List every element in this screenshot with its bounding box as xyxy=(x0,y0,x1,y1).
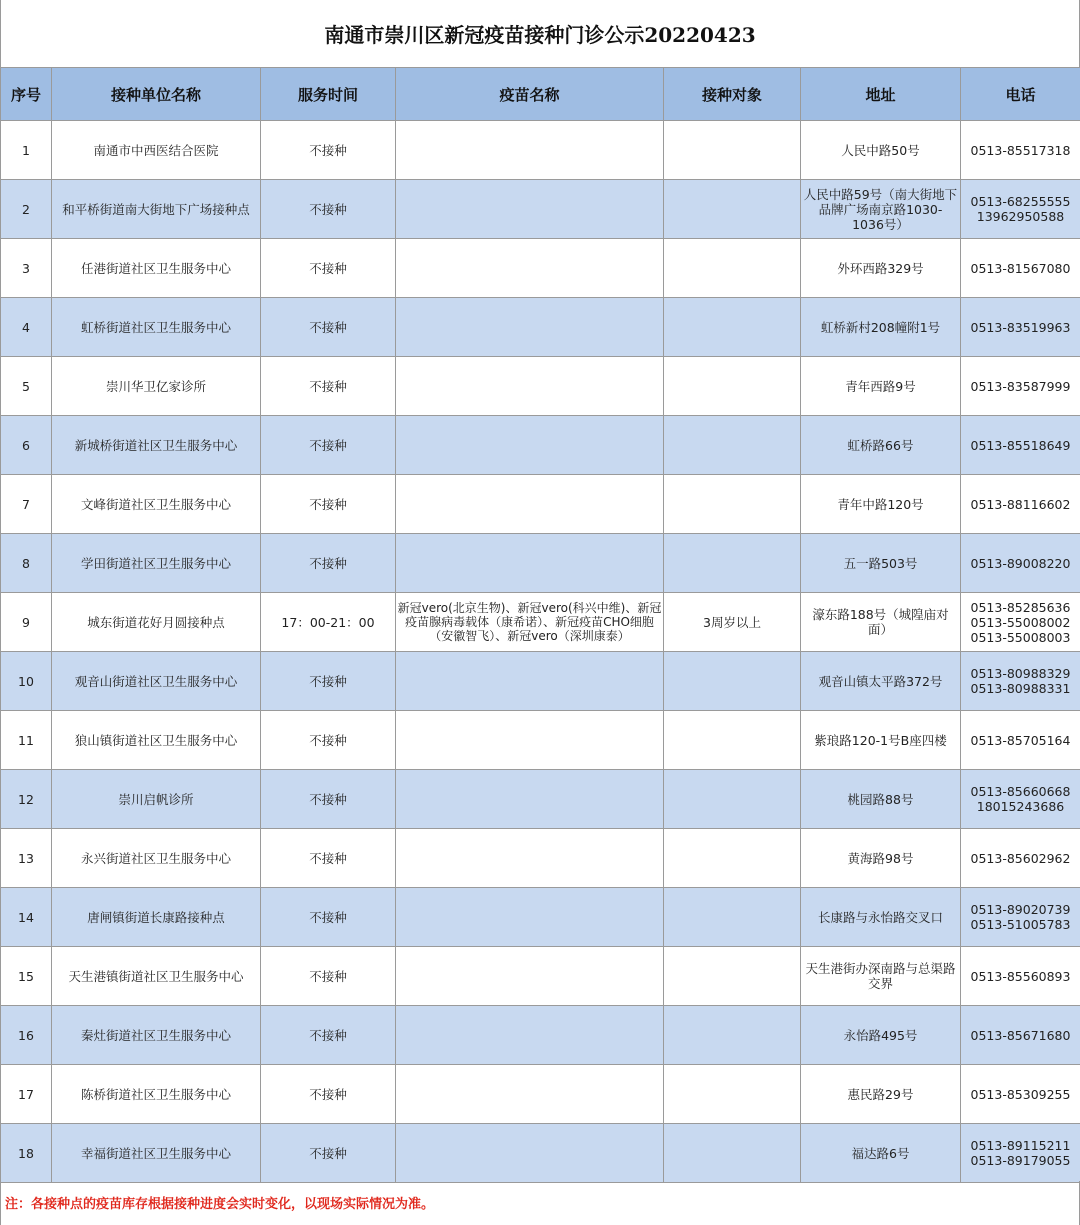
clinic-table xyxy=(0,67,1080,1183)
table-row xyxy=(1,180,1080,239)
cell-unit-name: 观音山街道社区卫生服务中心 xyxy=(52,652,261,711)
cell-vaccine-name xyxy=(396,239,664,298)
cell-address: 福达路6号 xyxy=(801,1124,961,1183)
cell-no: 7 xyxy=(1,475,52,534)
table-row xyxy=(1,947,1080,1006)
cell-target-group xyxy=(664,416,801,475)
cell-vaccine-name xyxy=(396,947,664,1006)
cell-address: 人民中路59号（南大街地下品牌广场南京路1030-1036号） xyxy=(801,180,961,239)
cell-phone: 0513-85285636 0513-55008002 0513-55008003 xyxy=(961,593,1080,652)
cell-target-group xyxy=(664,239,801,298)
cell-service-time: 不接种 xyxy=(261,770,396,829)
cell-target-group xyxy=(664,121,801,180)
cell-service-time: 不接种 xyxy=(261,475,396,534)
cell-phone: 0513-85309255 xyxy=(961,1065,1080,1124)
cell-vaccine-name xyxy=(396,416,664,475)
cell-target-group xyxy=(664,357,801,416)
cell-target-group xyxy=(664,829,801,888)
cell-address: 外环西路329号 xyxy=(801,239,961,298)
cell-target-group xyxy=(664,888,801,947)
cell-service-time: 不接种 xyxy=(261,298,396,357)
table-row xyxy=(1,888,1080,947)
cell-vaccine-name xyxy=(396,298,664,357)
cell-phone: 0513-83587999 xyxy=(961,357,1080,416)
column-header-phone: 电话 xyxy=(961,68,1080,121)
table-row xyxy=(1,121,1080,180)
cell-vaccine-name xyxy=(396,770,664,829)
cell-no: 15 xyxy=(1,947,52,1006)
cell-no: 8 xyxy=(1,534,52,593)
cell-no: 6 xyxy=(1,416,52,475)
cell-no: 16 xyxy=(1,1006,52,1065)
cell-unit-name: 和平桥街道南大街地下广场接种点 xyxy=(52,180,261,239)
cell-target-group xyxy=(664,652,801,711)
cell-unit-name: 新城桥街道社区卫生服务中心 xyxy=(52,416,261,475)
cell-target-group xyxy=(664,534,801,593)
cell-vaccine-name xyxy=(396,711,664,770)
cell-unit-name: 南通市中西医结合医院 xyxy=(52,121,261,180)
cell-target-group xyxy=(664,947,801,1006)
table-row xyxy=(1,416,1080,475)
cell-no: 12 xyxy=(1,770,52,829)
cell-vaccine-name xyxy=(396,1124,664,1183)
cell-unit-name: 虹桥街道社区卫生服务中心 xyxy=(52,298,261,357)
cell-no: 14 xyxy=(1,888,52,947)
cell-phone: 0513-83519963 xyxy=(961,298,1080,357)
cell-address: 人民中路50号 xyxy=(801,121,961,180)
cell-target-group xyxy=(664,711,801,770)
cell-phone: 0513-80988329 0513-80988331 xyxy=(961,652,1080,711)
table-row xyxy=(1,239,1080,298)
column-header-unit-name: 接种单位名称 xyxy=(52,68,261,121)
cell-vaccine-name xyxy=(396,180,664,239)
column-header-address: 地址 xyxy=(801,68,961,121)
cell-phone: 0513-85518649 xyxy=(961,416,1080,475)
table-row xyxy=(1,298,1080,357)
cell-service-time: 不接种 xyxy=(261,1124,396,1183)
cell-service-time: 不接种 xyxy=(261,534,396,593)
cell-address: 青年西路9号 xyxy=(801,357,961,416)
cell-no: 5 xyxy=(1,357,52,416)
cell-phone: 0513-68255555 13962950588 xyxy=(961,180,1080,239)
table-row xyxy=(1,1124,1080,1183)
table-row xyxy=(1,652,1080,711)
cell-address: 桃园路88号 xyxy=(801,770,961,829)
cell-no: 2 xyxy=(1,180,52,239)
cell-address: 观音山镇太平路372号 xyxy=(801,652,961,711)
cell-no: 9 xyxy=(1,593,52,652)
table-row xyxy=(1,357,1080,416)
cell-vaccine-name xyxy=(396,888,664,947)
cell-phone: 0513-85705164 xyxy=(961,711,1080,770)
cell-unit-name: 唐闸镇街道长康路接种点 xyxy=(52,888,261,947)
cell-service-time: 不接种 xyxy=(261,416,396,475)
cell-service-time: 不接种 xyxy=(261,711,396,770)
cell-unit-name: 城东街道花好月圆接种点 xyxy=(52,593,261,652)
cell-target-group xyxy=(664,298,801,357)
cell-service-time: 不接种 xyxy=(261,180,396,239)
cell-unit-name: 陈桥街道社区卫生服务中心 xyxy=(52,1065,261,1124)
cell-vaccine-name: 新冠vero(北京生物)、新冠vero(科兴中维)、新冠疫苗腺病毒载体（康希诺）、新冠疫苗CHO细胞（安徽智飞）、新冠vero（深圳康泰） xyxy=(396,593,664,652)
cell-phone: 0513-85671680 xyxy=(961,1006,1080,1065)
cell-no: 3 xyxy=(1,239,52,298)
cell-unit-name: 崇川华卫亿家诊所 xyxy=(52,357,261,416)
cell-service-time: 不接种 xyxy=(261,829,396,888)
cell-no: 13 xyxy=(1,829,52,888)
cell-vaccine-name xyxy=(396,534,664,593)
cell-service-time: 不接种 xyxy=(261,1065,396,1124)
cell-vaccine-name xyxy=(396,357,664,416)
column-header-vaccine-name: 疫苗名称 xyxy=(396,68,664,121)
cell-vaccine-name xyxy=(396,475,664,534)
cell-phone: 0513-89020739 0513-51005783 xyxy=(961,888,1080,947)
footnote: 注：各接种点的疫苗库存根据接种进度会实时变化，以现场实际情况为准。 xyxy=(0,1181,1080,1225)
column-header-service-time: 服务时间 xyxy=(261,68,396,121)
cell-address: 紫琅路120-1号B座四楼 xyxy=(801,711,961,770)
cell-no: 4 xyxy=(1,298,52,357)
cell-phone: 0513-88116602 xyxy=(961,475,1080,534)
table-row xyxy=(1,534,1080,593)
cell-vaccine-name xyxy=(396,829,664,888)
cell-address: 虹桥新村208幢附1号 xyxy=(801,298,961,357)
table-row xyxy=(1,475,1080,534)
cell-address: 长康路与永怡路交叉口 xyxy=(801,888,961,947)
cell-phone: 0513-85517318 xyxy=(961,121,1080,180)
cell-service-time: 不接种 xyxy=(261,947,396,1006)
cell-vaccine-name xyxy=(396,1065,664,1124)
cell-service-time: 不接种 xyxy=(261,239,396,298)
cell-no: 18 xyxy=(1,1124,52,1183)
cell-service-time: 不接种 xyxy=(261,652,396,711)
cell-service-time: 17：00-21：00 xyxy=(261,593,396,652)
cell-address: 青年中路120号 xyxy=(801,475,961,534)
cell-unit-name: 文峰街道社区卫生服务中心 xyxy=(52,475,261,534)
cell-unit-name: 学田街道社区卫生服务中心 xyxy=(52,534,261,593)
cell-address: 黄海路98号 xyxy=(801,829,961,888)
cell-address: 濠东路188号（城隍庙对面） xyxy=(801,593,961,652)
cell-unit-name: 天生港镇街道社区卫生服务中心 xyxy=(52,947,261,1006)
cell-target-group xyxy=(664,475,801,534)
cell-vaccine-name xyxy=(396,652,664,711)
cell-service-time: 不接种 xyxy=(261,357,396,416)
cell-service-time: 不接种 xyxy=(261,1006,396,1065)
cell-address: 永怡路495号 xyxy=(801,1006,961,1065)
cell-target-group xyxy=(664,1124,801,1183)
header-row xyxy=(1,68,1080,121)
cell-unit-name: 秦灶街道社区卫生服务中心 xyxy=(52,1006,261,1065)
cell-address: 虹桥路66号 xyxy=(801,416,961,475)
cell-no: 1 xyxy=(1,121,52,180)
cell-no: 10 xyxy=(1,652,52,711)
cell-vaccine-name xyxy=(396,1006,664,1065)
cell-no: 17 xyxy=(1,1065,52,1124)
cell-target-group xyxy=(664,1006,801,1065)
table-row xyxy=(1,711,1080,770)
cell-unit-name: 狼山镇街道社区卫生服务中心 xyxy=(52,711,261,770)
table-row xyxy=(1,1065,1080,1124)
table-body xyxy=(1,121,1080,1183)
cell-phone: 0513-89115211 0513-89179055 xyxy=(961,1124,1080,1183)
column-header-target-group: 接种对象 xyxy=(664,68,801,121)
cell-unit-name: 幸福街道社区卫生服务中心 xyxy=(52,1124,261,1183)
cell-address: 惠民路29号 xyxy=(801,1065,961,1124)
cell-phone: 0513-89008220 xyxy=(961,534,1080,593)
cell-service-time: 不接种 xyxy=(261,121,396,180)
cell-unit-name: 崇川启帆诊所 xyxy=(52,770,261,829)
cell-phone: 0513-81567080 xyxy=(961,239,1080,298)
cell-service-time: 不接种 xyxy=(261,888,396,947)
table-row xyxy=(1,593,1080,652)
cell-vaccine-name xyxy=(396,121,664,180)
cell-phone: 0513-85660668 18015243686 xyxy=(961,770,1080,829)
cell-phone: 0513-85560893 xyxy=(961,947,1080,1006)
cell-phone: 0513-85602962 xyxy=(961,829,1080,888)
table-row xyxy=(1,1006,1080,1065)
table-row xyxy=(1,829,1080,888)
cell-no: 11 xyxy=(1,711,52,770)
cell-target-group xyxy=(664,180,801,239)
page-title: 南通市崇川区新冠疫苗接种门诊公示20220423 xyxy=(0,0,1080,67)
cell-unit-name: 永兴街道社区卫生服务中心 xyxy=(52,829,261,888)
cell-target-group: 3周岁以上 xyxy=(664,593,801,652)
table-row xyxy=(1,770,1080,829)
cell-address: 五一路503号 xyxy=(801,534,961,593)
column-header-no: 序号 xyxy=(1,68,52,121)
cell-target-group xyxy=(664,770,801,829)
cell-address: 天生港街办深南路与总渠路交界 xyxy=(801,947,961,1006)
cell-target-group xyxy=(664,1065,801,1124)
cell-unit-name: 任港街道社区卫生服务中心 xyxy=(52,239,261,298)
